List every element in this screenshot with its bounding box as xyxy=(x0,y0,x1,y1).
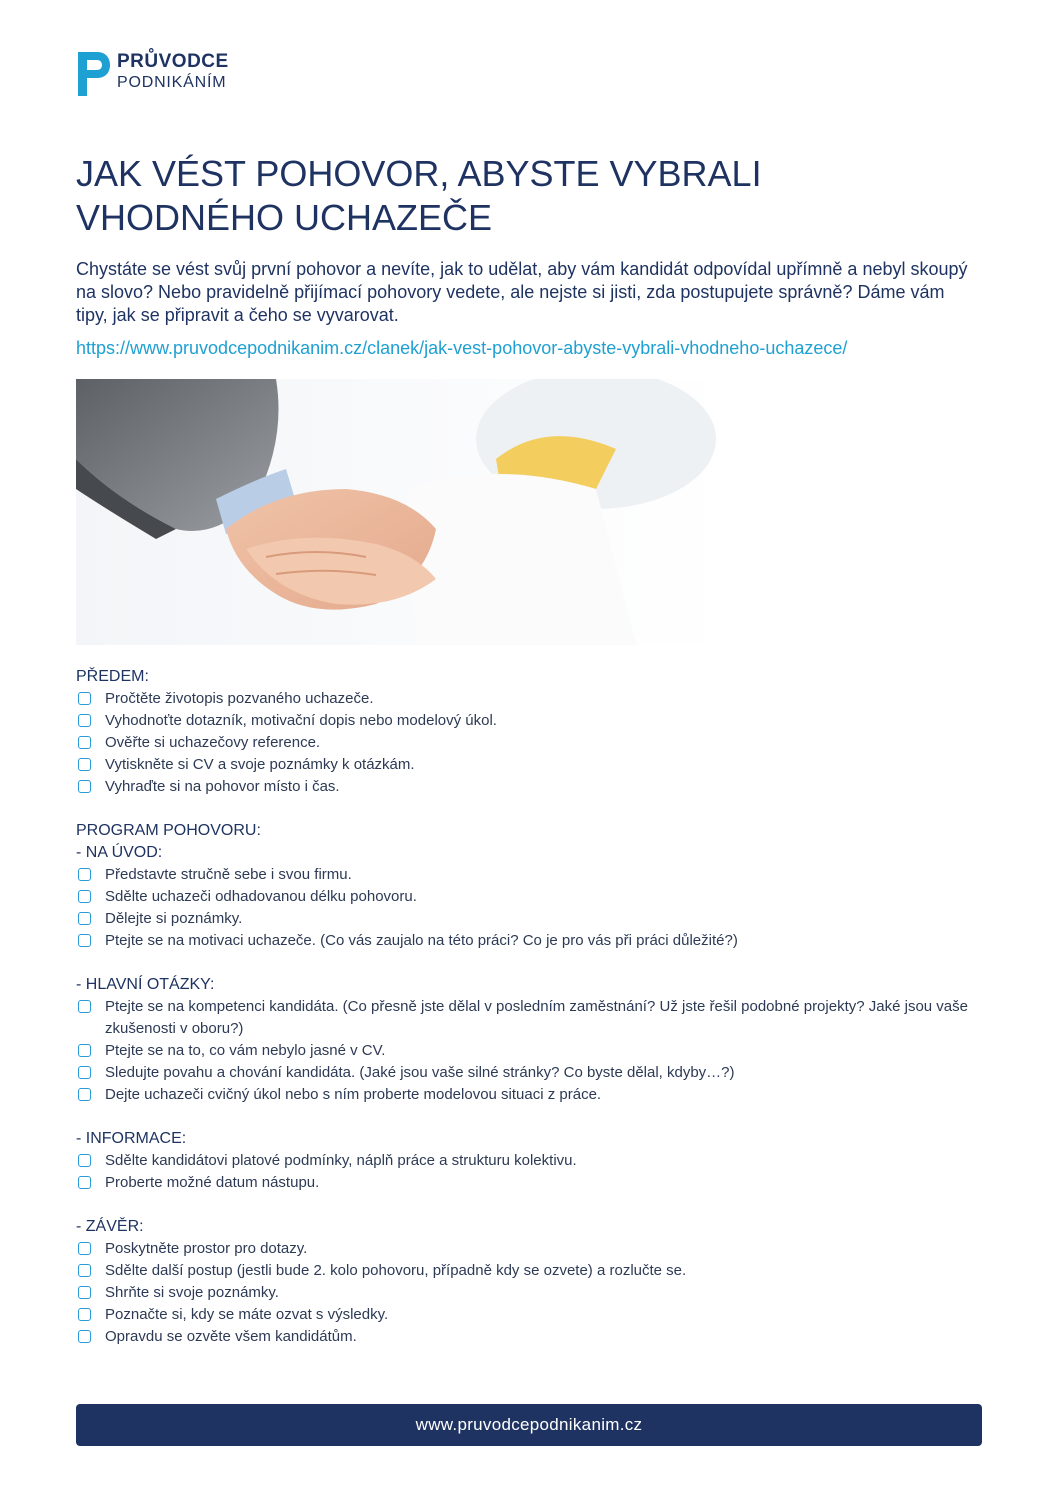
checkbox[interactable] xyxy=(78,736,91,749)
checklist-item[interactable]: Ptejte se na to, co vám nebylo jasné v CV. xyxy=(76,1040,976,1062)
checklist-item[interactable]: Proberte možné datum nástupu. xyxy=(76,1172,976,1194)
checkbox[interactable] xyxy=(78,692,91,705)
logo-p-icon xyxy=(78,52,110,96)
checklist-item[interactable]: Ověřte si uchazečovy reference. xyxy=(76,732,976,754)
checklist-item[interactable]: Vyhodnoťte dotazník, motivační dopis nebo modelový úkol. xyxy=(76,710,976,732)
checkbox[interactable] xyxy=(78,1000,91,1013)
checklist-item[interactable]: Dejte uchazeči cvičný úkol nebo s ním proberte modelovou situaci z práce. xyxy=(76,1084,976,1106)
checkbox[interactable] xyxy=(78,1088,91,1101)
checklist-item[interactable]: Sdělte kandidátovi platové podmínky, náplň práce a strukturu kolektivu. xyxy=(76,1150,976,1172)
checklist-item[interactable]: Představte stručně sebe i svou firmu. xyxy=(76,864,976,886)
section-heading-program: PROGRAM POHOVORU: xyxy=(76,822,261,839)
checkbox[interactable] xyxy=(78,912,91,925)
checklist-item[interactable]: Vyhraďte si na pohovor místo i čas. xyxy=(76,776,976,798)
checklist-item[interactable]: Shrňte si svoje poznámky. xyxy=(76,1282,976,1304)
checkbox[interactable] xyxy=(78,1044,91,1057)
checkbox[interactable] xyxy=(78,714,91,727)
page-title: JAK VÉST POHOVOR, ABYSTE VYBRALI VHODNÉHO UCHAZEČE xyxy=(76,153,762,238)
checkbox[interactable] xyxy=(78,1154,91,1167)
checklist-item[interactable]: Sledujte povahu a chování kandidáta. (Jaké jsou vaše silné stránky? Co byste dělal, kdyby…?) xyxy=(76,1062,976,1084)
section-heading-zaver: - ZÁVĚR: xyxy=(76,1218,144,1235)
section-heading-predem: PŘEDEM: xyxy=(76,668,149,685)
checklist-item[interactable]: Sdělte další postup (jestli bude 2. kolo pohovoru, případně kdy se ozvete) a rozlučte se. xyxy=(76,1260,976,1282)
checklist-item[interactable]: Pročtěte životopis pozvaného uchazeče. xyxy=(76,688,976,710)
checkbox[interactable] xyxy=(78,1242,91,1255)
logo-line-1: PRŮVODCE xyxy=(117,51,229,72)
checkbox[interactable] xyxy=(78,1286,91,1299)
spacer xyxy=(76,1106,976,1128)
checklist-item[interactable]: Opravdu se ozvěte všem kandidátům. xyxy=(76,1326,976,1348)
logo-line-2: PODNIKÁNÍM xyxy=(117,74,227,91)
checklist-item[interactable]: Poznačte si, kdy se máte ozvat s výsledky. xyxy=(76,1304,976,1326)
section-heading-otazky: - HLAVNÍ OTÁZKY: xyxy=(76,976,215,993)
checklist-item[interactable]: Sdělte uchazeči odhadovanou délku pohovoru. xyxy=(76,886,976,908)
handshake-photo xyxy=(76,379,731,645)
checkbox[interactable] xyxy=(78,868,91,881)
intro-paragraph: Chystáte se vést svůj první pohovor a nevíte, jak to udělat, aby vám kandidát odpovídal upřímně a nebyl skoupý na slovo? Nebo pravidelně přijímací pohovory vedete, ale nejste si jisti, zda postupujete správně? Dáme vám tipy, jak se připravit a čeho se vyvarovat. xyxy=(76,259,968,325)
section-heading-uvod: - NA ÚVOD: xyxy=(76,844,163,861)
checklist-item[interactable]: Poskytněte prostor pro dotazy. xyxy=(76,1238,976,1260)
checkbox[interactable] xyxy=(78,934,91,947)
article-link[interactable]: https://www.pruvodcepodnikanim.cz/clanek/jak-vest-pohovor-abyste-vybrali-vhodneho-uchazece/ xyxy=(76,338,848,358)
checkbox[interactable] xyxy=(78,758,91,771)
checkbox[interactable] xyxy=(78,1066,91,1079)
spacer xyxy=(76,798,976,820)
checklist-item[interactable]: Ptejte se na kompetenci kandidáta. (Co přesně jste dělal v posledním zaměstnání? Už jste řešil podobné projekty? Jaké jsou vaše zkušenosti v oboru?) xyxy=(76,996,976,1040)
checkbox[interactable] xyxy=(78,1308,91,1321)
footer-bar xyxy=(76,1404,982,1446)
checkbox[interactable] xyxy=(78,780,91,793)
checkbox[interactable] xyxy=(78,1264,91,1277)
brand-logo[interactable] xyxy=(78,52,229,96)
checklist-item[interactable]: Ptejte se na motivaci uchazeče. (Co vás zaujalo na této práci? Co je pro vás při práci důležité?) xyxy=(76,930,976,952)
footer-website[interactable]: www.pruvodcepodnikanim.cz xyxy=(415,1415,643,1434)
section-heading-informace: - INFORMACE: xyxy=(76,1130,187,1147)
checklist-item[interactable]: Vytiskněte si CV a svoje poznámky k otázkám. xyxy=(76,754,976,776)
checkbox[interactable] xyxy=(78,1330,91,1343)
checkbox[interactable] xyxy=(78,890,91,903)
spacer xyxy=(76,952,976,974)
checkbox[interactable] xyxy=(78,1176,91,1189)
checklist xyxy=(76,666,976,1348)
spacer xyxy=(76,1194,976,1216)
checklist-item[interactable]: Dělejte si poznámky. xyxy=(76,908,976,930)
